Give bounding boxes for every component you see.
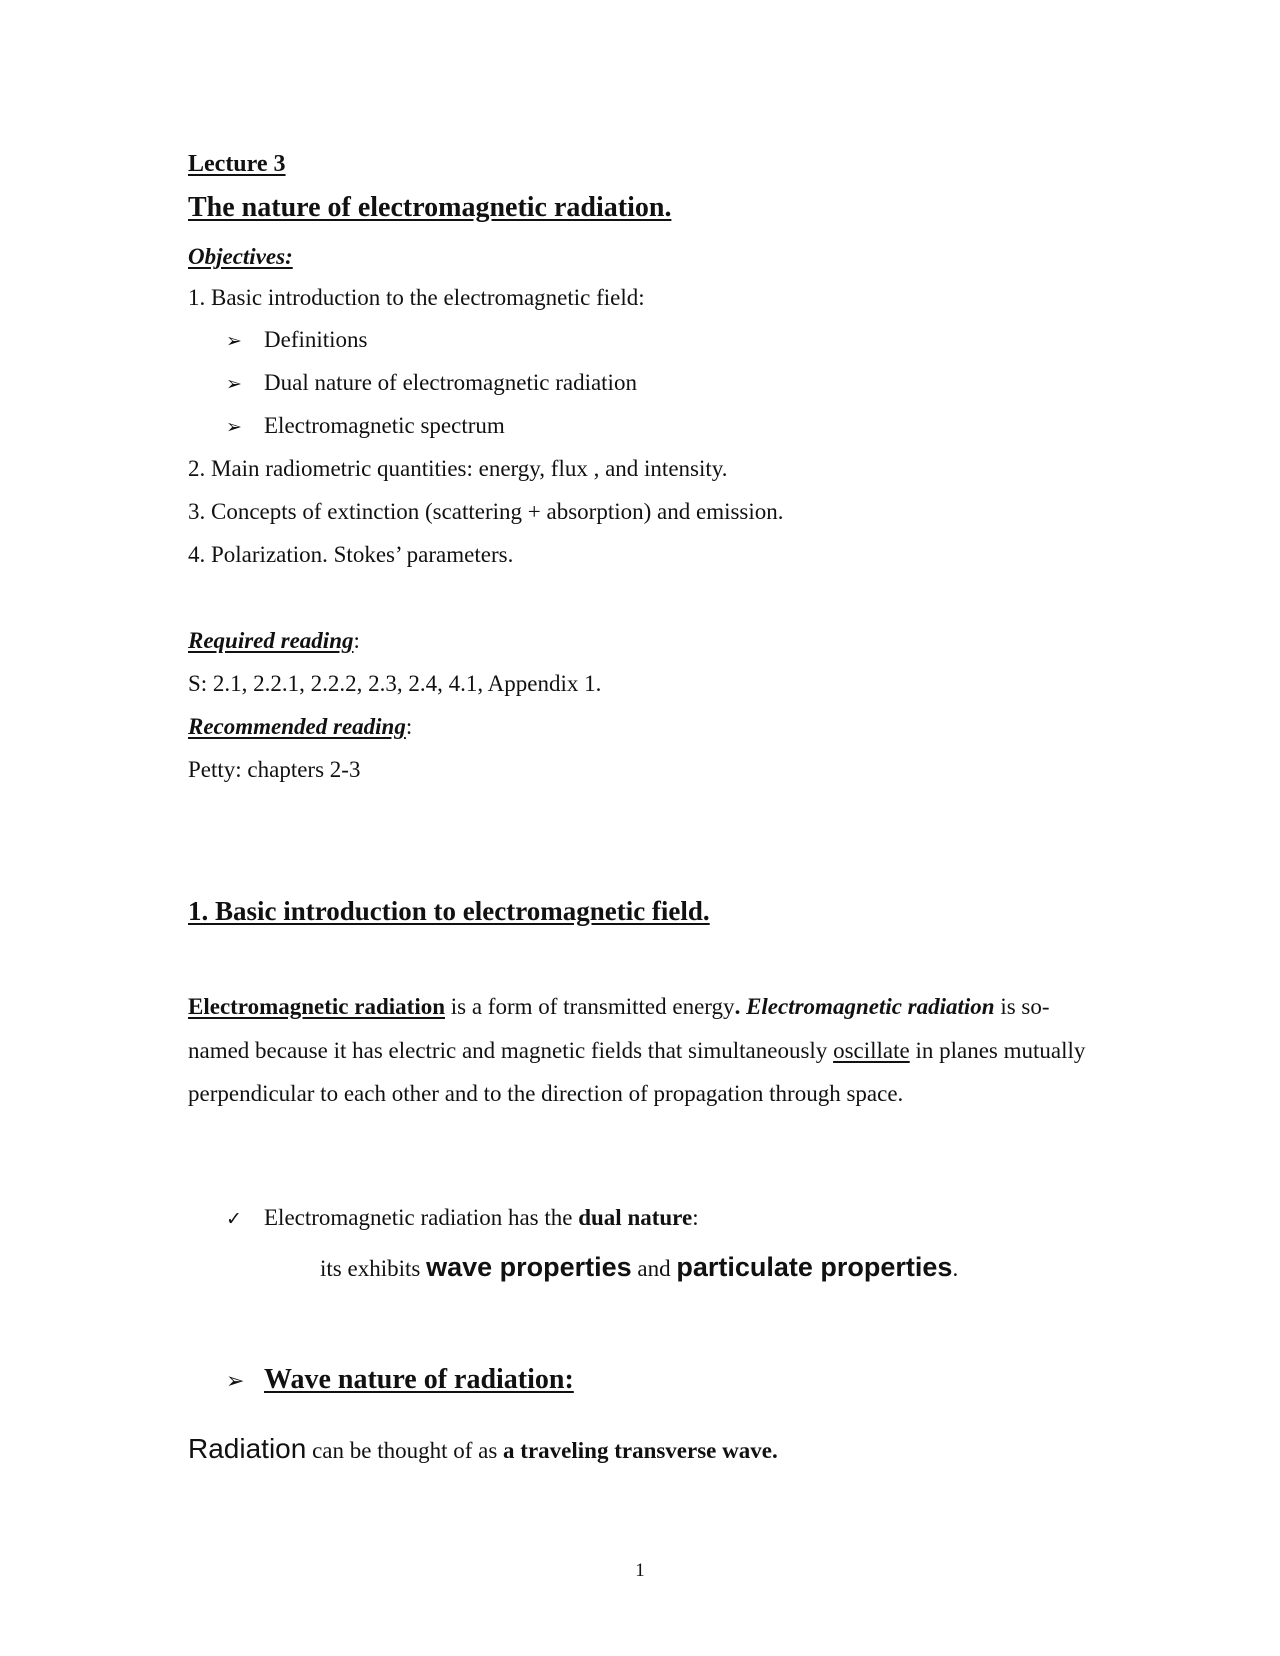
exhibits-line [320, 1247, 958, 1289]
arrow-bullet-icon: ➢ [226, 1369, 245, 1394]
recommended-reading-line [188, 712, 412, 742]
objective-subitem-spectrum [226, 411, 505, 442]
em-radiation-paragraph [188, 985, 1088, 1116]
required-reading-line [188, 626, 360, 656]
objectives-heading: Objectives: [188, 244, 293, 269]
radiation-word: Radiation [188, 1433, 307, 1464]
radiation-text: can be thought of as [306, 1438, 504, 1463]
recommended-reading-heading: Recommended reading [188, 714, 406, 739]
paragraph-period: . [734, 994, 747, 1019]
objective-subitem-dual-nature [226, 368, 637, 399]
oscillate-term: oscillate [833, 1037, 910, 1063]
dual-nature-text: Electromagnetic radiation has the [264, 1205, 579, 1230]
objective-item-1: 1. Basic introduction to the electromagnetic field: [188, 285, 645, 310]
exhibits-text: its exhibits [320, 1256, 427, 1281]
recommended-reading-colon: : [405, 714, 413, 739]
exhibits-period: . [952, 1256, 959, 1281]
page-number: 1 [635, 1560, 645, 1581]
em-radiation-term-italic: Electromagnetic radiation [746, 994, 995, 1019]
required-reading-heading: Required reading [188, 628, 354, 653]
wave-nature-heading: Wave nature of radiation: [264, 1364, 574, 1395]
subitem-label: Dual nature of electromagnetic radiation [264, 370, 637, 395]
subitem-label: Definitions [264, 327, 368, 352]
radiation-wave-sentence [188, 1434, 778, 1466]
arrow-bullet-icon: ➢ [226, 373, 242, 395]
arrow-bullet-icon: ➢ [226, 416, 242, 438]
em-radiation-term: Electromagnetic radiation [188, 994, 445, 1019]
dual-nature-bullet [226, 1203, 699, 1234]
wave-nature-heading-line [226, 1364, 574, 1396]
lecture-label: Lecture 3 [188, 151, 286, 177]
required-reading-colon: : [353, 628, 360, 653]
subitem-label: Electromagnetic spectrum [264, 413, 505, 438]
section-1-heading: 1. Basic introduction to electromagnetic field. [188, 896, 710, 926]
required-reading-text: S: 2.1, 2.2.1, 2.2.2, 2.3, 2.4, 4.1, Appendix 1. [188, 671, 602, 696]
arrow-bullet-icon: ➢ [226, 330, 242, 352]
paragraph-text: in planes mutually perpendicular to each other and to the direction of propagation through space. [188, 1037, 1086, 1106]
paragraph-text: is a form of transmitted energy [445, 994, 735, 1019]
wave-properties-term: wave properties [426, 1252, 632, 1282]
traveling-wave-bold: a traveling transverse wave. [503, 1438, 778, 1463]
paragraph-text: is so-named because it has electric and magnetic fields that simultaneously [188, 994, 1050, 1063]
dual-nature-bold: dual nature [578, 1205, 693, 1230]
objective-item-3: 3. Concepts of extinction (scattering + absorption) and emission. [188, 499, 784, 524]
objective-subitem-definitions [226, 325, 368, 356]
checkmark-icon: ✓ [226, 1208, 242, 1230]
page-title: The nature of electromagnetic radiation. [188, 192, 672, 223]
dual-nature-colon: : [692, 1205, 699, 1230]
particulate-properties-term: particulate properties [676, 1252, 953, 1282]
objective-item-4: 4. Polarization. Stokes’ parameters. [188, 542, 514, 567]
recommended-reading-text: Petty: chapters 2-3 [188, 757, 361, 782]
objective-item-2: 2. Main radiometric quantities: energy, flux , and intensity. [188, 456, 728, 481]
exhibits-and: and [631, 1256, 677, 1281]
